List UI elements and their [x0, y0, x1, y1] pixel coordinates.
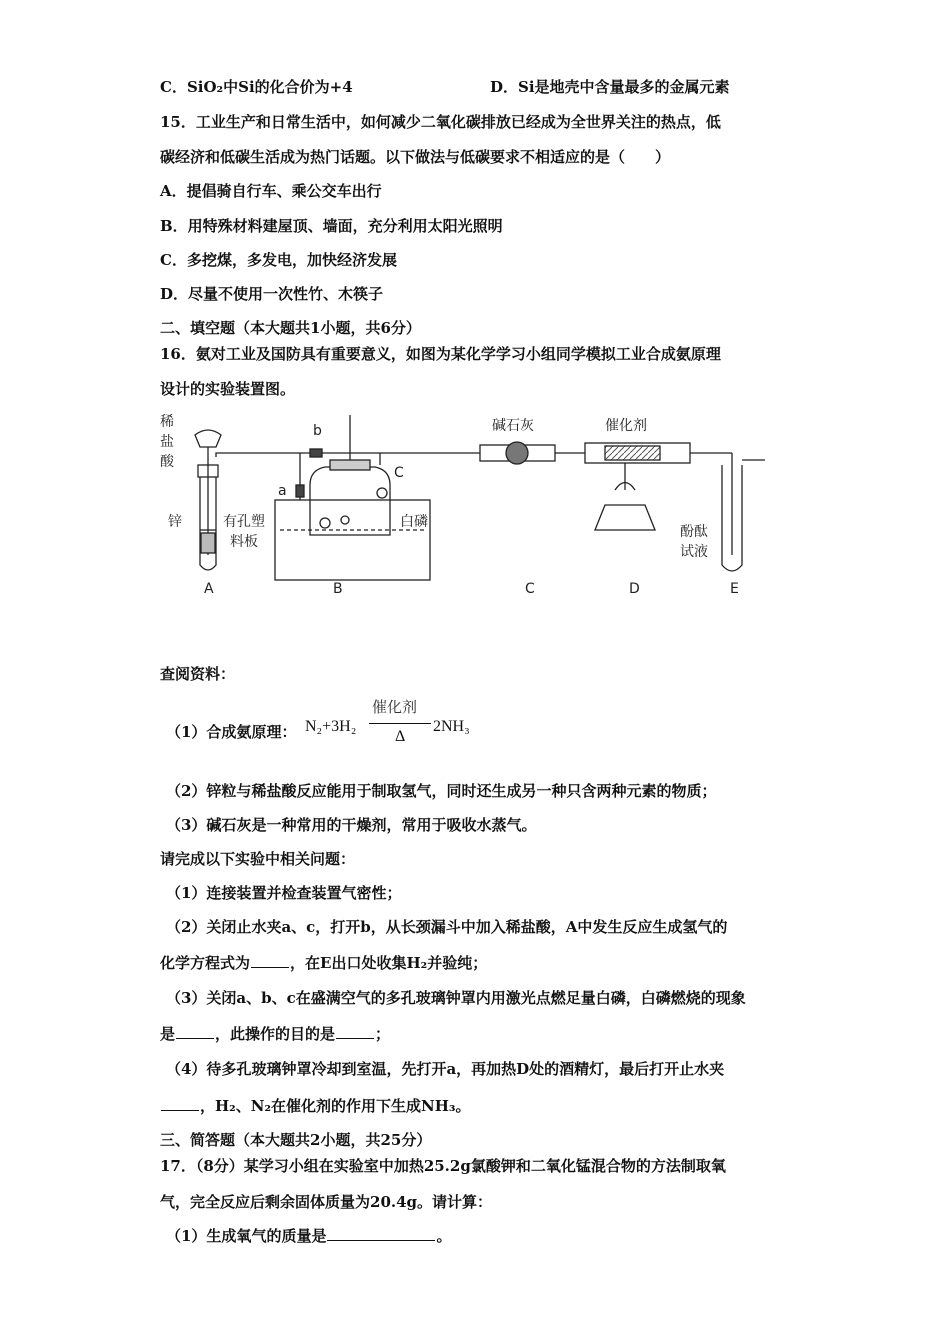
bell-jar-stopper	[330, 460, 370, 470]
bell-jar	[310, 467, 390, 535]
section2-title: 二、填空题（本大题共1小题，共6分）	[160, 319, 421, 337]
clip-a	[296, 485, 304, 497]
step3-line2-b: ，此操作的目的是	[215, 1025, 336, 1043]
zinc-granules	[201, 533, 215, 553]
q16-stem-line1: 16．氨对工业及国防具有重要意义，如图为某化学学习小组同学模拟工业合成氨原理	[160, 345, 721, 363]
label-clip-a: a	[278, 483, 287, 499]
step3-line2-a: 是	[160, 1025, 176, 1043]
station-label-a: A	[204, 581, 214, 597]
q15-option-a: A．提倡骑自行车、乘公交车出行	[160, 182, 382, 200]
equation-reactants: N₂+3H₂	[305, 718, 357, 735]
station-label-c: C	[525, 581, 535, 597]
q17-stem-line2: 气，完全反应后剩余固体质量为20.4g。请计算：	[160, 1193, 493, 1211]
q15-option-b: B．用特殊材料建屋顶、墙面，充分利用太阳光照明	[160, 217, 503, 235]
q17-sub1-suffix: 。	[436, 1227, 452, 1245]
step4-line2-text: ，H₂、N₂在催化剂的作用下生成NH₃。	[200, 1097, 471, 1115]
step1: （1）连接装置并检查装置气密性；	[166, 884, 402, 902]
q14-option-d: D．Si是地壳中含量最多的金属元素	[490, 78, 730, 96]
soda-lime-bulb	[506, 442, 528, 464]
label-soda-lime: 碱石灰	[492, 418, 534, 434]
equation-products: 2NH₃	[433, 718, 470, 735]
label-acid-3: 酸	[160, 454, 174, 470]
equation-arrow-bar	[369, 723, 431, 724]
label-catalyst: 催化剂	[605, 418, 647, 434]
label-phenol-2: 试液	[680, 544, 708, 560]
clip-b	[310, 449, 322, 457]
q15-option-d: D．尽量不使用一次性竹、木筷子	[160, 285, 384, 303]
step3-line2	[160, 1024, 390, 1044]
label-zinc: 锌	[168, 514, 182, 530]
q17-sub1-prefix: （1）生成氧气的质量是	[166, 1227, 327, 1245]
valve-b-lower	[320, 518, 330, 528]
catalyst-packing	[605, 446, 660, 460]
ref-title: 查阅资料：	[160, 665, 236, 683]
task-title: 请完成以下实验中相关问题：	[160, 850, 356, 868]
alcohol-lamp	[595, 505, 655, 530]
step4-line2	[160, 1096, 470, 1116]
funnel-bulb	[195, 430, 221, 447]
answer-blank-1[interactable]	[251, 953, 289, 968]
answer-blank-5[interactable]	[327, 1226, 435, 1241]
ref2: （2）锌粒与稀盐酸反应能用于制取氢气，同时还生成另一种只含两种元素的物质；	[166, 782, 717, 800]
q15-stem-line2: 碳经济和低碳生活成为热门话题。以下做法与低碳要求不相适应的是（ ）	[160, 148, 671, 166]
label-acid-1: 稀	[160, 414, 174, 430]
step2-line2-b: ，在E出口处收集H₂并验纯；	[290, 954, 488, 972]
white-phosphorus	[341, 516, 349, 524]
station-label-b: B	[333, 581, 343, 597]
apparatus-diagram	[150, 405, 790, 610]
label-clip-c: C	[394, 465, 404, 481]
answer-blank-3[interactable]	[336, 1024, 374, 1039]
station-label-d: D	[629, 581, 640, 597]
equation-heat: Δ	[395, 728, 406, 745]
equation-catalyst: 催化剂	[372, 698, 418, 716]
q16-stem-line2: 设计的实验装置图。	[160, 380, 296, 398]
step2-line1: （2）关闭止水夹a、c，打开b，从长颈漏斗中加入稀盐酸，A中发生反应生成氢气的	[166, 918, 728, 936]
section3-title: 三、简答题（本大题共2小题，共25分）	[160, 1131, 432, 1149]
label-clip-b: b	[313, 423, 322, 439]
q17-stem-line1: 17．（8分）某学习小组在实验室中加热25.2g氯酸钾和二氧化锰混合物的方法制取氧	[160, 1157, 726, 1175]
step2-line2-a: 化学方程式为	[160, 954, 251, 972]
apparatus-drawing	[150, 405, 790, 610]
q15-option-c: C．多挖煤，多发电，加快经济发展	[160, 251, 397, 269]
label-plate-2: 料板	[230, 534, 258, 550]
step3-line1: （3）关闭a、b、c在盛满空气的多孔玻璃钟罩内用激光点燃足量白磷，白磷燃烧的现象	[166, 989, 746, 1007]
label-plate-1: 有孔塑	[223, 514, 265, 530]
ammonia-synthesis-equation	[305, 696, 505, 756]
step4-line1: （4）待多孔玻璃钟罩冷却到室温，先打开a，再加热D处的酒精灯，最后打开止水夹	[166, 1060, 725, 1078]
q15-stem-line1: 15．工业生产和日常生活中，如何减少二氧化碳排放已经成为全世界关注的热点，低	[160, 113, 721, 131]
answer-blank-4[interactable]	[161, 1096, 199, 1111]
clip-c	[377, 488, 387, 498]
label-phenol-1: 酚酞	[680, 524, 708, 540]
label-phosphorus: 白磷	[400, 514, 428, 530]
step2-line2	[160, 953, 487, 973]
step3-line2-c: ；	[375, 1025, 391, 1043]
ref1-prefix: （1）合成氨原理：	[166, 723, 297, 741]
q14-option-c: C．SiO₂中Si的化合价为+4	[160, 78, 353, 96]
station-label-e: E	[730, 581, 739, 597]
ref3: （3）碱石灰是一种常用的干燥剂，常用于吸收水蒸气。	[166, 816, 537, 834]
label-acid-2: 盐	[160, 434, 174, 450]
q17-sub1	[166, 1226, 451, 1246]
answer-blank-2[interactable]	[176, 1024, 214, 1039]
